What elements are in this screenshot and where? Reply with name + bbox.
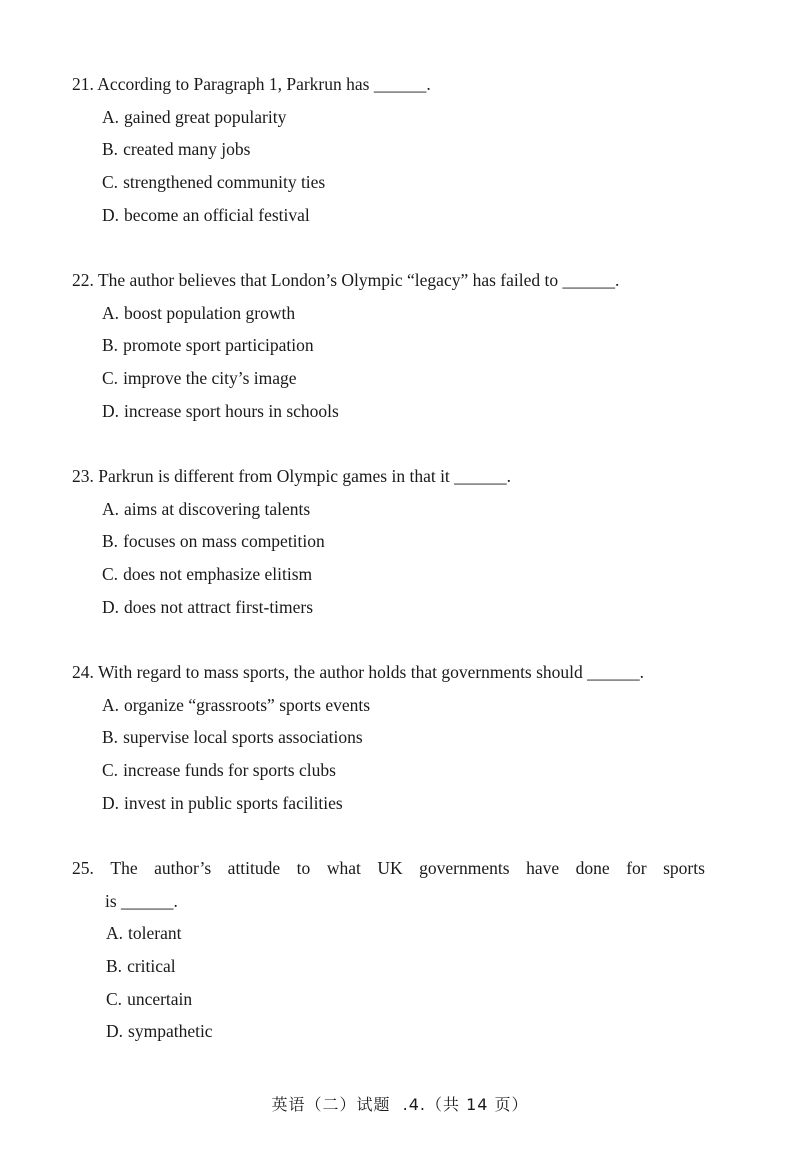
option-d xyxy=(72,399,712,432)
question-stem xyxy=(72,856,705,880)
option-label: C. xyxy=(106,988,123,1009)
option-list xyxy=(72,693,712,824)
question-number: 24. xyxy=(72,662,94,682)
option-d xyxy=(72,595,712,628)
option-text: does not emphasize elitism xyxy=(123,564,313,585)
option-d xyxy=(72,203,712,236)
option-text: gained great popularity xyxy=(124,106,287,127)
option-text: critical xyxy=(127,956,176,977)
stem-word: what xyxy=(326,858,361,878)
option-label: A. xyxy=(102,694,120,715)
option-text: strengthened community ties xyxy=(123,172,326,193)
option-text: focuses on mass competition xyxy=(123,531,325,552)
stem-word: The xyxy=(110,858,138,878)
question-number: 22. xyxy=(72,270,94,290)
question-text: According to Paragraph 1, Parkrun has ______. xyxy=(97,74,431,94)
question-text: With regard to mass sports, the author holds that governments should ______. xyxy=(97,662,645,682)
option-d xyxy=(72,1019,712,1052)
option-text: invest in public sports facilities xyxy=(124,792,343,813)
option-label: C. xyxy=(102,368,119,389)
option-text: does not attract first-timers xyxy=(124,596,314,617)
option-label: A. xyxy=(102,498,120,519)
option-label: D. xyxy=(102,596,120,617)
option-list xyxy=(72,301,712,432)
option-label: B. xyxy=(102,139,119,160)
option-text: tolerant xyxy=(128,923,182,944)
option-a xyxy=(72,921,712,954)
question-stem xyxy=(72,268,712,292)
option-b xyxy=(72,333,712,366)
option-a xyxy=(72,301,712,334)
option-text: improve the city’s image xyxy=(123,368,297,389)
option-label: A. xyxy=(106,923,124,944)
question-21 xyxy=(72,72,712,235)
option-b xyxy=(72,954,712,987)
question-stem xyxy=(72,72,712,96)
question-text: The author believes that London’s Olympic “legacy” has failed to ______. xyxy=(97,270,620,290)
option-text: boost population growth xyxy=(124,302,296,323)
option-text: increase funds for sports clubs xyxy=(123,760,336,781)
stem-word: governments xyxy=(419,858,510,878)
question-number: 23. xyxy=(72,466,94,486)
option-label: B. xyxy=(102,531,119,552)
option-c xyxy=(72,987,712,1020)
option-text: promote sport participation xyxy=(123,335,314,356)
option-c xyxy=(72,758,712,791)
option-b xyxy=(72,725,712,758)
option-text: sympathetic xyxy=(128,1021,213,1042)
option-text: organize “grassroots” sports events xyxy=(124,694,371,715)
option-label: A. xyxy=(102,302,120,323)
option-label: C. xyxy=(102,564,119,585)
option-b xyxy=(72,137,712,170)
option-label: A. xyxy=(102,106,120,127)
option-text: created many jobs xyxy=(123,139,251,160)
page-footer: 英语（二）试题 .4.（共 14 页） xyxy=(271,1095,529,1114)
option-c xyxy=(72,562,712,595)
stem-word: sports xyxy=(663,858,705,878)
option-label: B. xyxy=(102,727,119,748)
question-25 xyxy=(72,856,712,1052)
question-number: 25. xyxy=(72,858,94,878)
option-text: supervise local sports associations xyxy=(123,727,363,748)
question-stem xyxy=(72,464,712,488)
stem-word: to xyxy=(296,858,311,878)
option-label: D. xyxy=(102,792,120,813)
stem-word: have xyxy=(526,858,560,878)
question-22 xyxy=(72,268,712,431)
option-label: D. xyxy=(106,1021,124,1042)
option-a xyxy=(72,497,712,530)
option-text: uncertain xyxy=(127,988,193,1009)
option-c xyxy=(72,170,712,203)
option-a xyxy=(72,105,712,138)
option-text: increase sport hours in schools xyxy=(124,400,339,421)
question-stem xyxy=(72,660,712,684)
option-label: C. xyxy=(102,172,119,193)
option-list xyxy=(72,921,712,1052)
option-c xyxy=(72,366,712,399)
option-list xyxy=(72,105,712,236)
stem-word: attitude xyxy=(227,858,281,878)
option-a xyxy=(72,693,712,726)
option-label: B. xyxy=(106,956,123,977)
question-stem-continuation: is ______. xyxy=(105,890,178,911)
option-b xyxy=(72,529,712,562)
question-number: 21. xyxy=(72,74,94,94)
option-text: aims at discovering talents xyxy=(124,498,311,519)
stem-word: done xyxy=(575,858,610,878)
stem-word: author’s xyxy=(154,858,212,878)
question-23 xyxy=(72,464,712,627)
question-24 xyxy=(72,660,712,823)
question-text: Parkrun is different from Olympic games in that it ______. xyxy=(98,466,512,486)
stem-word: UK xyxy=(377,858,403,878)
option-text: become an official festival xyxy=(124,204,310,225)
stem-word: for xyxy=(626,858,647,878)
option-list xyxy=(72,497,712,628)
option-label: D. xyxy=(102,204,120,225)
option-label: C. xyxy=(102,760,119,781)
option-label: D. xyxy=(102,400,120,421)
option-d xyxy=(72,791,712,824)
option-label: B. xyxy=(102,335,119,356)
